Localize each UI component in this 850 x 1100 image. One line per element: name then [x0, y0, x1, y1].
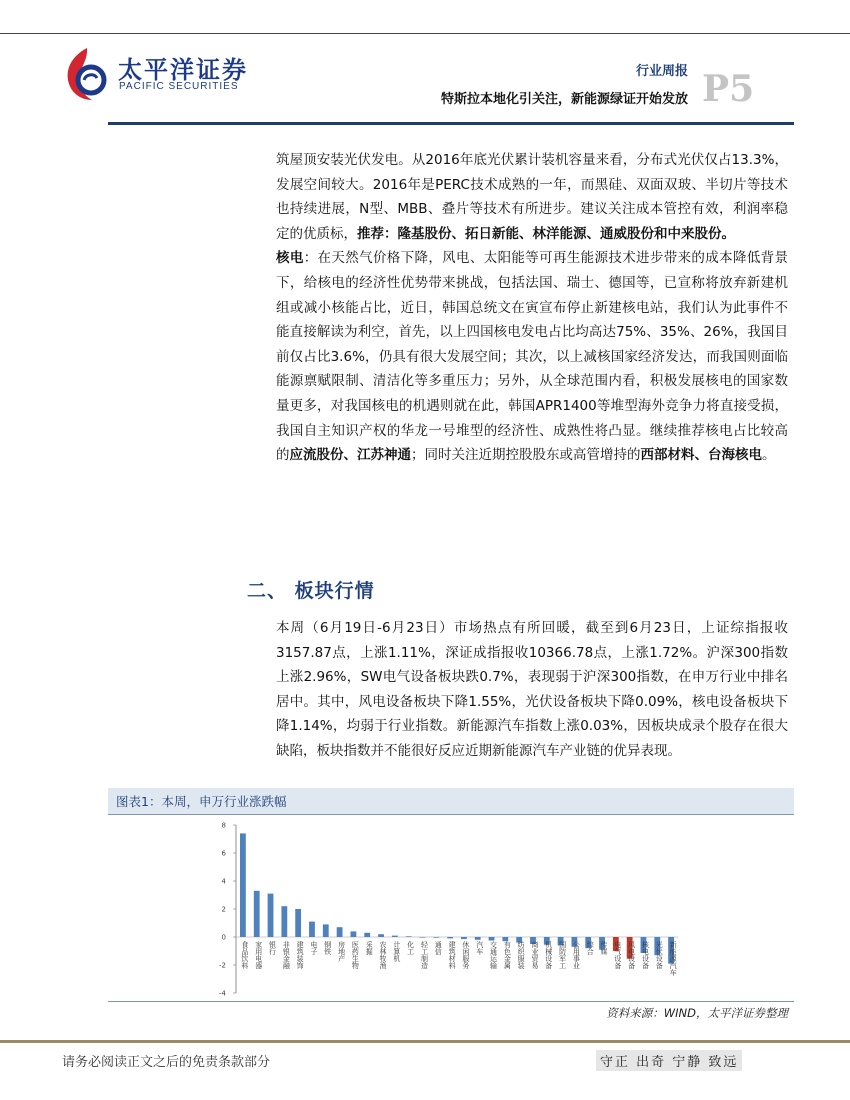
logo-mark-icon: [62, 44, 112, 104]
bar-钢铁: [323, 924, 329, 937]
y-tick-label: 2: [221, 905, 226, 914]
category-label: 核电设备: [641, 941, 650, 969]
figure-bottom-rule: [108, 1001, 794, 1002]
y-tick-label: 6: [221, 849, 226, 858]
bar-医药生物: [351, 931, 357, 937]
bar-计算机: [392, 936, 398, 937]
category-label: 新能源汽车: [669, 941, 678, 976]
category-label: 采掘: [365, 941, 374, 955]
category-label: 房地产: [337, 941, 346, 962]
y-tick-label: 8: [221, 821, 226, 830]
bar-食品饮料: [240, 833, 246, 937]
figure-caption-bar: [108, 788, 794, 815]
category-label: 纺织服装: [517, 941, 526, 969]
page-number: P5: [702, 68, 755, 110]
bar-通信: [433, 937, 439, 938]
bar-建筑材料: [447, 937, 453, 938]
y-tick-label: 0: [221, 933, 226, 942]
y-tick-label: -2: [219, 961, 226, 970]
paragraph-industry-outlook: [276, 148, 788, 468]
report-title: 特斯拉本地化引关注，新能源绿证开始发放: [440, 92, 688, 107]
bar-家用电器: [254, 891, 260, 937]
figure-caption: 图表1：本周，申万行业涨跌幅: [116, 794, 287, 809]
category-label: 电气设备: [613, 941, 622, 969]
nuclear-heading: 核电: [276, 250, 304, 267]
category-label: 非银金融: [282, 941, 291, 969]
paragraph-market-review: 本周（6月19日-6月23日）市场热点有所回暖，截至到6月23日，上证综指报收3157.87点，上涨1.11%，深证成指报收10366.78点，上涨1.72%。沪深300指数上涨2.96%，SW电气设备板块跌0.7%，表现弱于沪深300指数，在申万行业中排名居中。其中，风电设备板块下降1.55%，光伏设备板块下降0.09%，核电设备板块下降1.14%，均弱于行业指数。新能源汽车指数上涨0.03%，因板块成录个股存在很大缺陷，板块指数并不能很好反应近期新能源汽车产业链的优异表现。: [276, 620, 788, 759]
category-label: 休闲服务: [461, 941, 470, 969]
top-rule: [0, 33, 850, 34]
category-label: 建筑材料: [448, 941, 457, 969]
category-label: 计算机: [392, 941, 401, 962]
paragraph-text: 筑屋顶安装光伏发电。从2016年底光伏累计装机容量来看，分布式光伏仅占13.3%，发展空间较大。2016年是PERC技术成熟的一年，而黑硅、双面双玻、半切片等技术也持续进展，N型、MBB、叠片等技术有所进步。建议关注成本管控有效，利润率稳定的优质标，: [276, 152, 788, 242]
paragraph-text: ：在天然气价格下降，风电、太阳能等可再生能源技术进步带来的成本降低背景下，给核电的经济性优势带来挑战，包括法国、瑞士、德国等，已宣称将放弃新建机组或减小核能占比，近日，韩国总统文在寅宣布停止新建核电站，我们认为此事件不能直接解读为利空，首先，以上四国核电发电占比均高达75%、35%、26%，我国目前仅占比3.6%，仍具有很大发展空间；其次，以上减核国家经济发达，而我国则面临能源禀赋限制、清洁化等多重压力；另外，从全球范围内看，积极发展核电的国家数量更多，对我国核电的机遇则就在此，韩国APR1400等堆型海外竞争力将直接受损，我国自主知识产权的华龙一号堆型的经济性、成熟性将凸显。继续推荐核电占比较高的: [276, 250, 789, 464]
category-label: 建筑装饰: [296, 941, 305, 969]
category-label: 国防军工: [558, 941, 567, 969]
category-label: 汽车: [475, 941, 484, 955]
figure-source: 资料来源：WIND，太平洋证券整理: [606, 1006, 788, 1020]
category-label: 风电设备: [627, 941, 636, 969]
y-tick-label: 4: [221, 877, 226, 886]
bar-休闲服务: [461, 937, 467, 939]
category-label: 家用电器: [254, 941, 263, 969]
bar-采掘: [364, 933, 370, 937]
bar-汽车: [475, 937, 481, 940]
category-label: 轻工制造: [420, 941, 429, 969]
category-label: 综合: [586, 941, 595, 955]
footer-rule: [0, 1040, 850, 1043]
category-label: 通信: [434, 941, 443, 955]
bar-农林牧渔: [378, 934, 384, 937]
company-name-en: PACIFIC SECURITIES: [119, 81, 239, 92]
category-label: 机械设备: [544, 941, 553, 969]
company-name-cn: 太平洋证券: [118, 56, 248, 84]
company-logo: [62, 44, 302, 104]
bar-银行: [268, 894, 274, 937]
recommendation-pv: 推荐：隆基股份、拓日新能、林洋能源、通威股份和中来股份。: [357, 225, 735, 242]
category-label: 食品饮料: [240, 941, 249, 969]
y-tick-label: -4: [219, 989, 226, 998]
footer-motto: 守正 出奇 宁静 致远: [596, 1050, 742, 1071]
section-heading: 二、 板块行情: [247, 580, 375, 602]
category-label: 电子: [309, 941, 318, 955]
category-label: 交通运输: [489, 941, 498, 969]
bar-轻工制造: [420, 937, 426, 938]
category-label: 有色金属: [503, 941, 512, 969]
bar-化工: [406, 936, 412, 937]
category-label: 钢铁: [323, 941, 332, 955]
category-label: 医药生物: [351, 941, 360, 969]
category-label: 公用事业: [572, 941, 581, 969]
category-label: 农林牧渔: [379, 941, 388, 969]
industry-returns-chart: [108, 815, 794, 1001]
paragraph-text: ；同时关注近期控股股东或高管增持的: [411, 447, 641, 464]
bar-电子: [309, 922, 315, 937]
recommendation-nuclear: 应流股份、江苏神通: [289, 447, 411, 464]
recommendation-nuclear-holders: 西部材料、台海核电: [640, 447, 762, 464]
bar-房地产: [337, 927, 343, 937]
chart-svg: [108, 815, 794, 1001]
bar-建筑装饰: [295, 909, 301, 937]
category-label: 光伏设备: [655, 941, 664, 969]
header-rule: [108, 122, 794, 125]
paragraph-text: 。: [762, 447, 776, 464]
category-label: 传媒: [600, 941, 609, 955]
category-label: 商业贸易: [530, 941, 539, 969]
category-label: 银行: [268, 941, 277, 955]
report-type: 行业周报: [635, 64, 688, 79]
bar-交通运输: [489, 937, 495, 941]
footer-disclaimer: 请务必阅读正文之后的免责条款部分: [62, 1055, 271, 1070]
bar-非银金融: [281, 906, 287, 937]
category-label: 化工: [406, 941, 415, 955]
